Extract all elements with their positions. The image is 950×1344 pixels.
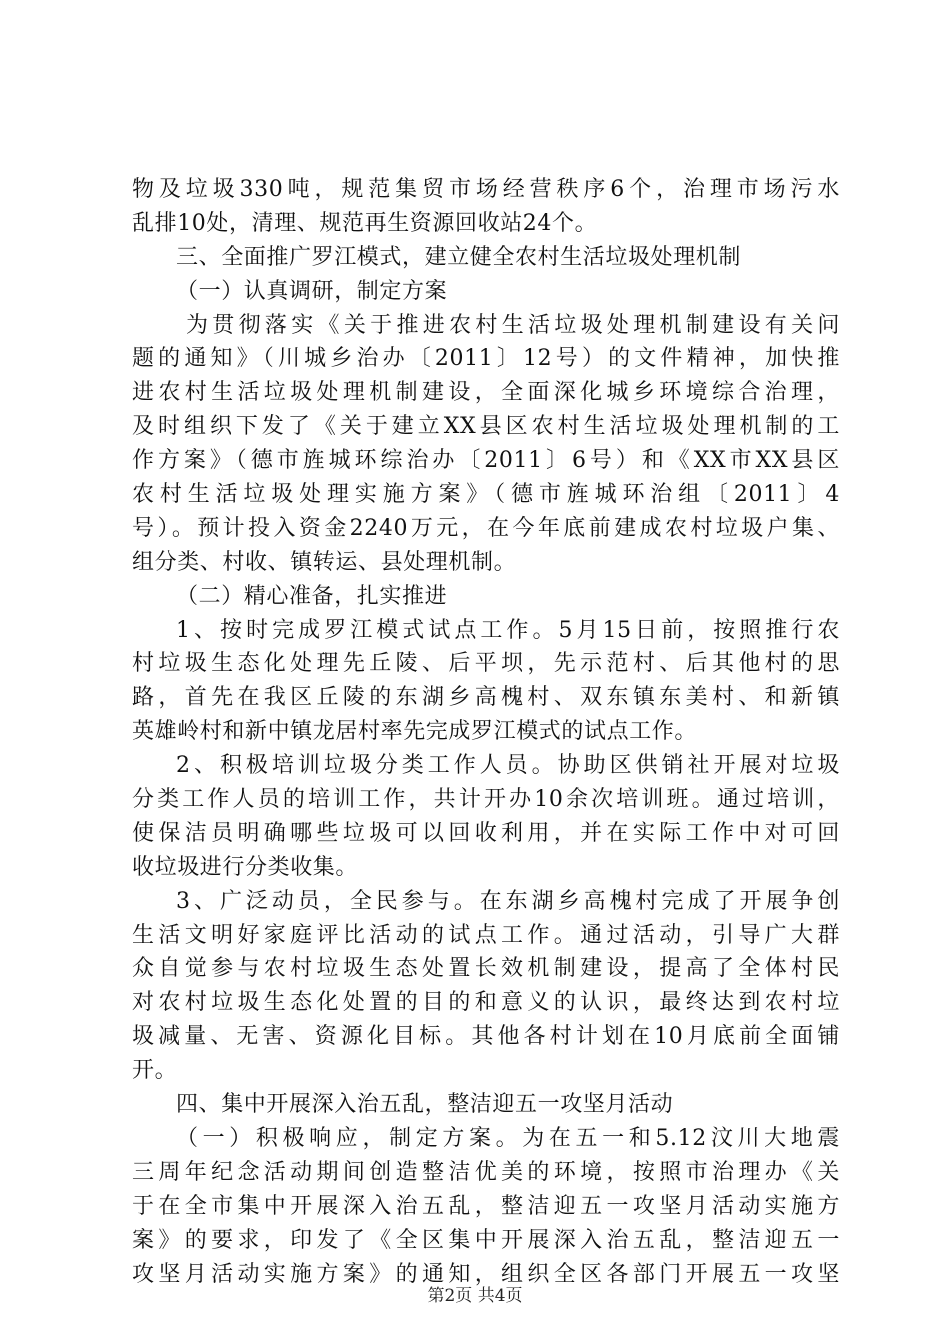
text-line: 题的通知》（川城乡治办〔2011〕12号）的文件精神，加快推 — [132, 346, 840, 372]
text-line: 英雄岭村和新中镇龙居村率先完成罗江模式的试点工作。 — [132, 719, 698, 745]
text-line: 路，首先在我区丘陵的东湖乡高槐村、双东镇东美村、和新镇 — [132, 685, 840, 711]
text-line: 开。 — [132, 1058, 178, 1084]
text-line: （二）精心准备，扎实推进 — [176, 583, 448, 609]
text-line: 攻坚月活动实施方案》的通知，组织全区各部门开展五一攻坚 — [132, 1261, 840, 1287]
text-line: 众自觉参与农村垃圾生态处置长效机制建设，提高了全体村民 — [132, 956, 840, 982]
document-body — [132, 173, 840, 1291]
text-line: 对农村垃圾生态化处置的目的和意义的认识，最终达到农村垃 — [132, 990, 840, 1016]
text-line: 分类工作人员的培训工作，共计开办10余次培训班。通过培训， — [132, 787, 840, 813]
text-line: 案》的要求，印发了《全区集中开展深入治五乱，整洁迎五一 — [132, 1227, 840, 1253]
text-line: 进农村生活垃圾处理机制建设，全面深化城乡环境综合治理， — [132, 380, 840, 406]
text-line: 乱排10处，清理、规范再生资源回收站24个。 — [132, 210, 598, 236]
text-line: （一）认真调研，制定方案 — [176, 278, 448, 304]
text-line: 组分类、村收、镇转运、县处理机制。 — [132, 549, 517, 575]
text-line: 农村生活垃圾处理实施方案》（德市旌城环治组〔2011〕4 — [132, 482, 840, 508]
text-line: 三周年纪念活动期间创造整洁优美的环境，按照市治理办《关 — [132, 1159, 840, 1185]
text-line: 圾减量、无害、资源化目标。其他各村计划在10月底前全面铺 — [132, 1024, 840, 1050]
text-line: 四、集中开展深入治五乱，整洁迎五一攻坚月活动 — [176, 1092, 674, 1118]
text-line: 及时组织下发了《关于建立XX县区农村生活垃圾处理机制的工 — [132, 414, 840, 440]
text-line: （一）积极响应，制定方案。为在五一和5.12汶川大地震 — [176, 1125, 840, 1151]
page-footer: 第2页 共4页 — [427, 1286, 523, 1306]
text-line: 1、按时完成罗江模式试点工作。5月15日前，按照推行农 — [176, 617, 840, 643]
text-line: 3、广泛动员，全民参与。在东湖乡高槐村完成了开展争创 — [176, 888, 840, 914]
text-line: 生活文明好家庭评比活动的试点工作。通过活动，引导广大群 — [132, 922, 840, 948]
text-line: 村垃圾生态化处理先丘陵、后平坝，先示范村、后其他村的思 — [132, 651, 840, 677]
text-line: 收垃圾进行分类收集。 — [132, 854, 359, 880]
text-line: 于在全市集中开展深入治五乱，整洁迎五一攻坚月活动实施方 — [132, 1193, 840, 1219]
text-line: 号）。预计投入资金2240万元，在今年底前建成农村垃圾户集、 — [132, 515, 840, 541]
text-line: 为贯彻落实《关于推进农村生活垃圾处理机制建设有关问 — [186, 312, 840, 338]
text-line: 作方案》（德市旌城环综治办〔2011〕6号）和《XX市XX县区 — [132, 448, 840, 474]
text-line: 三、全面推广罗江模式，建立健全农村生活垃圾处理机制 — [176, 244, 742, 270]
text-line: 物及垃圾330吨，规范集贸市场经营秩序6个，治理市场污水 — [132, 177, 840, 202]
text-line: 使保洁员明确哪些垃圾可以回收利用，并在实际工作中对可回 — [132, 820, 840, 846]
text-line: 2、积极培训垃圾分类工作人员。协助区供销社开展对垃圾 — [176, 753, 840, 779]
